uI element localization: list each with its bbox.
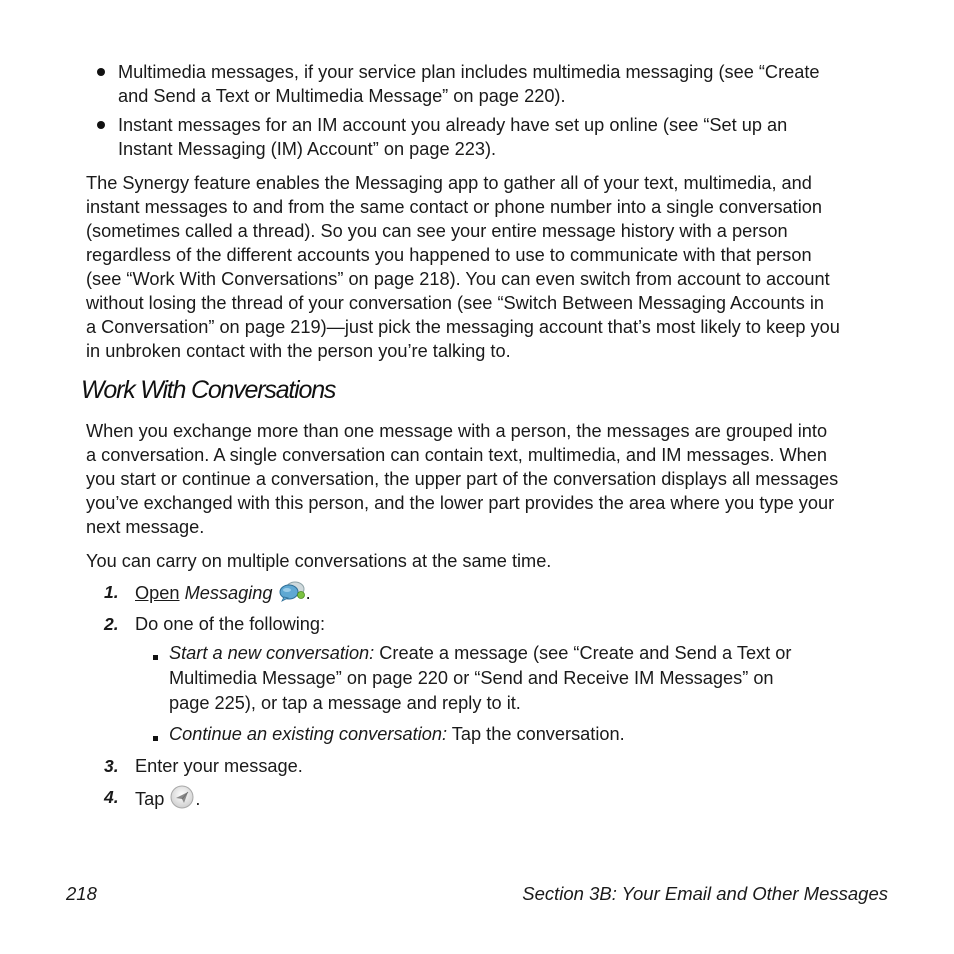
send-icon[interactable] xyxy=(169,785,195,815)
sub-item xyxy=(169,641,849,716)
paragraph-line: regardless of the different accounts you happened to use to communicate with that person xyxy=(86,245,812,265)
paragraph-line: (sometimes called a thread). So you can see your entire message history with a person xyxy=(86,221,788,241)
bullet-dot xyxy=(97,68,105,76)
sub-item-text: Create a message (see “Create and Send a Text or xyxy=(374,643,792,663)
sub-item xyxy=(169,722,849,746)
paragraph-line: in unbroken contact with the person you’re talking to. xyxy=(86,341,511,361)
paragraph-line: you’ve exchanged with this person, and the lower part provides the area where you type your xyxy=(86,493,835,513)
sub-item-text: Tap the conversation. xyxy=(447,724,625,744)
step-3: Enter your message. xyxy=(135,756,303,776)
bullet-line: Multimedia messages, if your service plan includes multimedia messaging (see “Create xyxy=(118,62,820,82)
paragraph-line: The Synergy feature enables the Messaging app to gather all of your text, multimedia, and xyxy=(86,173,812,193)
bullet-item xyxy=(118,113,878,161)
bullet-line: Instant messages for an IM account you already have set up online (see “Set up an xyxy=(118,115,788,135)
bullet-line: and Send a Text or Multimedia Message” on page 220). xyxy=(118,86,566,106)
sub-item-label: Start a new conversation: xyxy=(169,643,375,663)
paragraph-line: When you exchange more than one message with a person, the messages are grouped into xyxy=(86,421,828,441)
sub-item-line: page 225), or tap a message and reply to it. xyxy=(169,693,521,713)
step-2: Do one of the following: xyxy=(135,614,326,634)
step-number: 2. xyxy=(104,614,119,634)
synergy-paragraph xyxy=(86,171,886,363)
multiple-conversations-line: You can carry on multiple conversations at the same time. xyxy=(86,551,552,571)
paragraph-line: a Conversation” on page 219)—just pick the messaging account that’s most likely to keep you xyxy=(86,317,840,337)
paragraph-line: (see “Work With Conversations” on page 218). You can even switch from account to account xyxy=(86,269,830,289)
step-1 xyxy=(135,580,311,608)
step-number: 1. xyxy=(104,582,119,602)
sub-item-line: Multimedia Message” on page 220 or “Send and Receive IM Messages” on xyxy=(169,668,774,688)
paragraph-line: instant messages to and from the same contact or phone number into a single conversation xyxy=(86,197,822,217)
step-number: 4. xyxy=(104,787,119,807)
step-4 xyxy=(135,785,200,815)
bullet-dot xyxy=(97,121,105,129)
messaging-app-icon xyxy=(278,580,306,608)
messaging-app-label: Messaging xyxy=(184,582,273,603)
bullet-line: Instant Messaging (IM) Account” on page 223). xyxy=(118,139,497,159)
page-number: 218 xyxy=(66,883,97,904)
conversation-paragraph xyxy=(86,419,886,539)
paragraph-line: you start or continue a conversation, the upper part of the conversation displays all messages xyxy=(86,469,839,489)
open-link[interactable]: Open xyxy=(135,582,180,603)
sub-item-label: Continue an existing conversation: xyxy=(169,724,448,744)
step-4-text: Tap xyxy=(135,788,165,809)
step-end-period: . xyxy=(195,788,201,809)
square-bullet xyxy=(153,655,158,660)
paragraph-line: without losing the thread of your conversation (see “Switch Between Messaging Accounts in xyxy=(86,293,825,313)
bullet-item xyxy=(118,60,878,108)
paragraph-line: a conversation. A single conversation can contain text, multimedia, and IM messages. When xyxy=(86,445,828,465)
section-title: Section 3B: Your Email and Other Messages xyxy=(522,883,888,904)
sub-item-line xyxy=(169,641,849,666)
step-number: 3. xyxy=(104,756,119,776)
square-bullet xyxy=(153,736,158,741)
step-end-period: . xyxy=(305,582,311,603)
paragraph-line: next message. xyxy=(86,517,205,537)
section-heading: Work With Conversations xyxy=(81,376,336,404)
